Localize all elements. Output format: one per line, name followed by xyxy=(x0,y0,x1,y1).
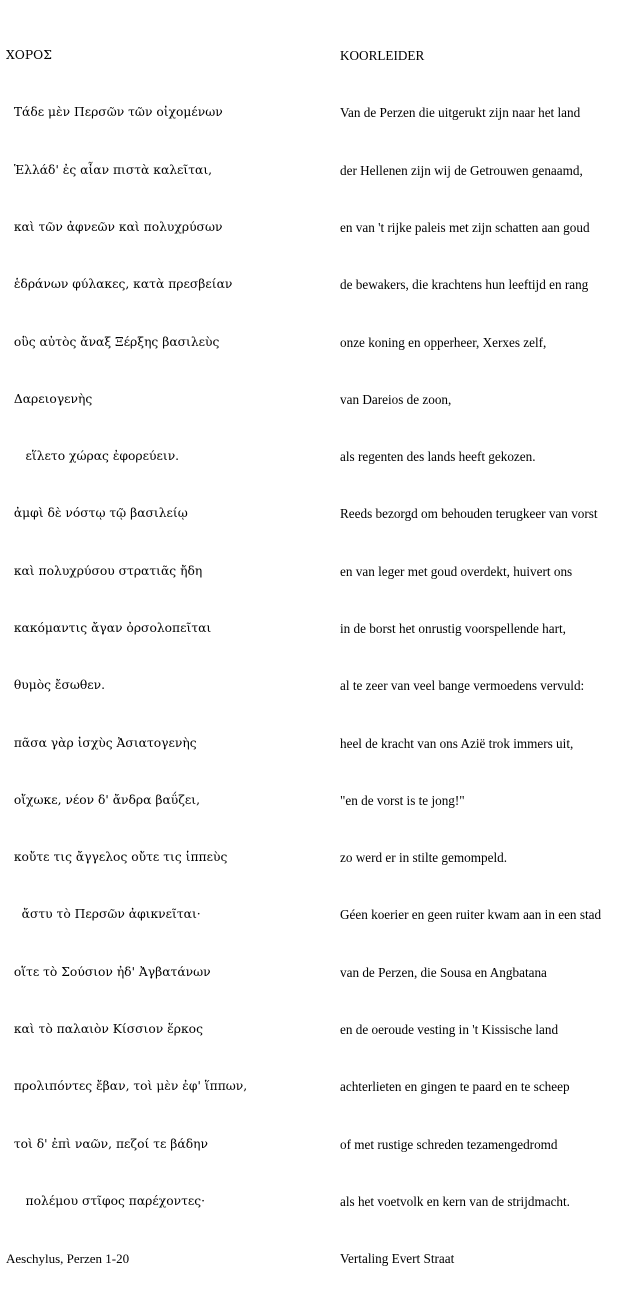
greek-line: πολέμου στῖφος παρέχοντες· xyxy=(6,1193,206,1208)
dutch-line: en van 't rijke paleis met zijn schatten aan goud xyxy=(340,220,590,236)
dutch-line: achterlieten en gingen te paard en te scheep xyxy=(340,1079,570,1095)
dutch-line: "en de vorst is te jong!" xyxy=(340,792,465,808)
dutch-line: van de Perzen, die Sousa en Angbatana xyxy=(340,964,547,980)
greek-line: Ἑλλάδ' ἐς αἶαν πιστὰ καλεῖται, xyxy=(6,162,213,177)
dutch-heading: KOORLEIDER xyxy=(340,48,425,64)
dutch-line: en de oeroude vesting in 't Kissische land xyxy=(340,1021,559,1037)
greek-line: εἵλετο χώρας ἐφορεύειν. xyxy=(6,449,180,464)
greek-heading: ΧΟΡΟΣ xyxy=(6,48,52,63)
greek-line: τοὶ δ' ἐπὶ ναῶν, πεζοί τε βάδην xyxy=(6,1136,208,1151)
dutch-line: Reeds bezorgd om behouden terugkeer van vorst xyxy=(340,506,598,522)
greek-line: Τάδε μὲν Περσῶν τῶν οἰχομένων xyxy=(6,105,223,120)
dutch-line: heel de kracht van ons Azië trok immers uit, xyxy=(340,735,574,751)
two-column-layout xyxy=(6,8,628,1306)
greek-line: κακόμαντις ἄγαν ὀρσολοπεῖται xyxy=(6,621,212,635)
greek-line: οὓς αὐτὸς ἄναξ Ξέρξης βασιλεὺς xyxy=(6,334,220,349)
dutch-line: van Dareios de zoon, xyxy=(340,391,452,407)
dutch-line: Géen koerier en geen ruiter kwam aan in een stad xyxy=(340,907,602,923)
greek-line: θυμὸς ἔσωθεν. xyxy=(6,678,106,693)
greek-line: οἵτε τὸ Σούσιον ἠδ' Ἀγβατάνων xyxy=(6,964,211,979)
dutch-line: in de borst het onrustig voorspellende hart, xyxy=(340,621,566,636)
dutch-line: of met rustige schreden tezamengedromd xyxy=(340,1136,558,1152)
dutch-line: en van leger met goud overdekt, huivert ons xyxy=(340,563,573,579)
greek-line: καὶ τὸ παλαιὸν Κίσσιον ἕρκος xyxy=(6,1021,203,1036)
greek-line: καὶ τῶν ἀφνεῶν καὶ πολυχρύσων xyxy=(6,220,223,235)
greek-line: οἴχωκε, νέον δ' ἄνδρα βαΰζει, xyxy=(6,792,201,807)
translation-attribution: Vertaling Evert Straat xyxy=(340,1251,455,1267)
greek-line: Δαρειογενὴς xyxy=(6,391,93,406)
greek-line: ἑδράνων φύλακες, κατὰ πρεσβείαν xyxy=(6,277,233,292)
greek-line: προλιπόντες ἔβαν, τοὶ μὲν ἐφ' ἵππων, xyxy=(6,1079,248,1094)
dutch-line: Van de Perzen die uitgerukt zijn naar het land xyxy=(340,105,581,121)
greek-column xyxy=(6,8,340,1306)
dutch-column xyxy=(340,8,628,1306)
dutch-line: onze koning en opperheer, Xerxes zelf, xyxy=(340,334,547,350)
greek-source-attribution: Aeschylus, Perzen 1-20 xyxy=(6,1251,130,1267)
greek-line: ἀμφὶ δὲ νόστῳ τῷ βασιλείῳ xyxy=(6,506,188,521)
greek-line: ἄστυ τὸ Περσῶν ἀφικνεῖται· xyxy=(6,907,201,922)
dutch-line: als regenten des lands heeft gekozen. xyxy=(340,449,536,465)
dutch-line: zo werd er in stilte gemompeld. xyxy=(340,850,507,866)
greek-line: καὶ πολυχρύσου στρατιᾶς ἤδη xyxy=(6,563,203,578)
dutch-line: al te zeer van veel bange vermoedens vervuld: xyxy=(340,678,585,694)
dutch-line: der Hellenen zijn wij de Getrouwen genaamd, xyxy=(340,162,583,178)
dutch-line: de bewakers, die krachtens hun leeftijd en rang xyxy=(340,277,589,293)
greek-line: πᾶσα γὰρ ἰσχὺς Ἀσιατογενὴς xyxy=(6,735,197,750)
dutch-line: als het voetvolk en kern van de strijdmacht. xyxy=(340,1193,570,1209)
greek-line: κοὔτε τις ἄγγελος οὔτε τις ἱππεὺς xyxy=(6,850,228,865)
